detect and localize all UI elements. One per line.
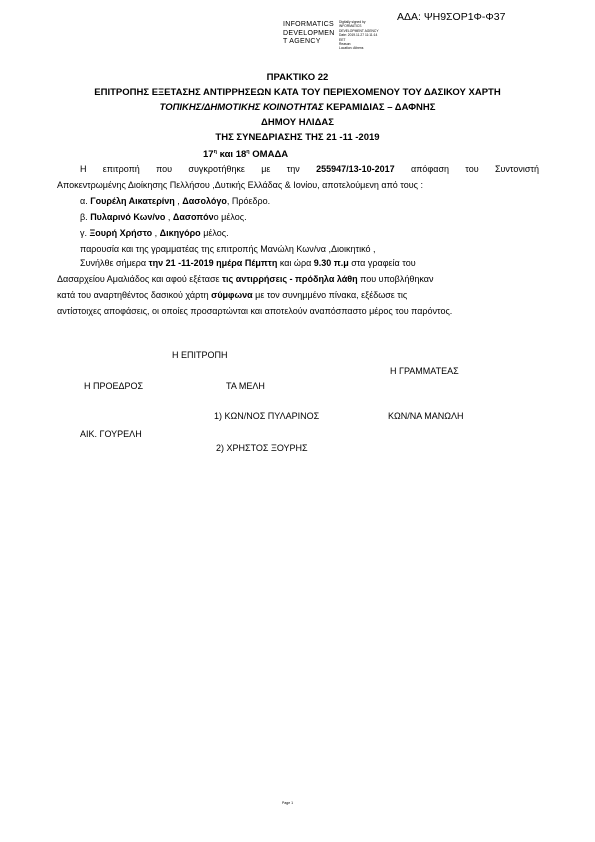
- member-1-name: 1) ΚΩΝ/ΝΟΣ ΠΥΛΑΡΙΝΟΣ: [214, 411, 320, 421]
- secretary-presence-line: παρουσία και της γραμματέας της επιτροπής Μανώλη Κων/να ,Διοικητικό ,: [80, 244, 376, 254]
- signature-stamp-details: [339, 20, 379, 51]
- objections-line: Δασαρχείου Αμαλιάδος και αφού εξέτασε τις αντιρρήσεις - πρόδηλα λάθη που υποβλήθηκαν: [57, 274, 434, 284]
- community-name: ΚΕΡΑΜΙΔΙΑΣ – ΔΑΦΝΗΣ: [323, 102, 436, 113]
- committee-heading: Η ΕΠΙΤΡΟΠΗ: [172, 350, 228, 360]
- stamp-detail-line: EET: [339, 37, 346, 42]
- stamp-line: DEVELOPMEN: [283, 29, 335, 37]
- committee-title: ΕΠΙΤΡΟΠΗΣ ΕΞΕΤΑΣΗΣ ΑΝΤΙΡΡΗΣΕΩΝ ΚΑΤΑ ΤΟΥ ΠΕΡΙΕΧΟΜΕΝΟΥ ΤΟΥ ΔΑΣΙΚΟΥ ΧΑΡΤΗ: [94, 87, 501, 98]
- forest-map-line: κατά του αναρτηθέντος δασικού χάρτη σύμφωνα με τον συνημμένο πίνακα, εξέδωσε τις: [57, 290, 408, 300]
- member-line-forester: β. Πυλαρινό Κων/νο , Δασοπόνο μέλος.: [80, 212, 247, 222]
- paragraph-committee-line2: Αποκεντρωμένης Διοίκησης Πελλήσου ,Δυτικής Ελλάδας & Ιονίου, αποτελούμενη από τους :: [57, 180, 423, 190]
- member-line-lawyer: γ. Ξουρή Χρήστο , Δικηγόρο μέλος.: [80, 228, 229, 238]
- municipality-line: ΔΗΜΟΥ ΗΛΙΔΑΣ: [261, 117, 334, 128]
- president-name: ΑΙΚ. ΓΟΥΡΕΛΗ: [80, 429, 142, 439]
- president-heading: Η ΠΡΟΕΔΡΟΣ: [84, 381, 144, 391]
- paragraph-committee-line1: Η επιτροπή που συγκροτήθηκε με την 255947/13-10-2017 απόφαση του Συντονιστή: [80, 164, 539, 174]
- decisions-line: αντίστοιχες αποφάσεις, οι οποίες προσαρτώνται και αποτελούν αναπόσπαστο μέρος του παρόντος.: [57, 306, 453, 316]
- members-heading: ΤΑ ΜΕΛΗ: [226, 381, 265, 391]
- session-date-line: ΤΗΣ ΣΥΝΕΔΡΙΑΣΗΣ ΤΗΣ 21 -11 -2019: [215, 132, 380, 143]
- group-line: $17^\eta$ και $18^\eta$ ΟΜΑΔΑ: [203, 149, 289, 160]
- community-line: [0, 102, 595, 113]
- stamp-detail-line: Reason:: [339, 42, 352, 47]
- secretary-name: ΚΩΝ/ΝΑ ΜΑΝΩΛΗ: [388, 411, 464, 421]
- stamp-detail-line: DEVELOPMENT AGENCY: [339, 28, 379, 33]
- stamp-detail-line: Date: 2019.11.27 11:11:14: [339, 33, 378, 38]
- stamp-detail-line: Digitally signed by: [339, 20, 366, 24]
- meeting-line: Συνήλθε σήμερα την 21 -11-2019 ημέρα Πέμπτη και ώρα 9.30 π.μ στα γραφεία του: [80, 258, 416, 268]
- document-title: ΠΡΑΚΤΙΚΟ 22: [266, 72, 329, 83]
- community-type: ΤΟΠΙΚΗΣ/ΔΗΜΟΤΙΚΗΣ ΚΟΙΝΟΤΗΤΑΣ: [159, 102, 324, 113]
- stamp-detail-line: Location: Athens: [339, 46, 364, 51]
- ada-code: ΑΔΑ: ΨΗ9ΣΟΡ1Φ-Φ37: [397, 11, 506, 23]
- stamp-line: INFORMATICS: [283, 21, 335, 28]
- member-line-president: α. Γουρέλη Αικατερίνη , Δασολόγο, Πρόεδρο.: [80, 196, 271, 206]
- secretary-heading: Η ΓΡΑΜΜΑΤΕΑΣ: [390, 366, 459, 376]
- stamp-line: T AGENCY: [283, 38, 321, 45]
- page-number: Page 1: [282, 801, 294, 805]
- signature-stamp-label: [283, 21, 335, 47]
- member-2-name: 2) ΧΡΗΣΤΟΣ ΞΟΥΡΗΣ: [216, 443, 308, 453]
- stamp-detail-line: INFORMATICS: [339, 24, 362, 29]
